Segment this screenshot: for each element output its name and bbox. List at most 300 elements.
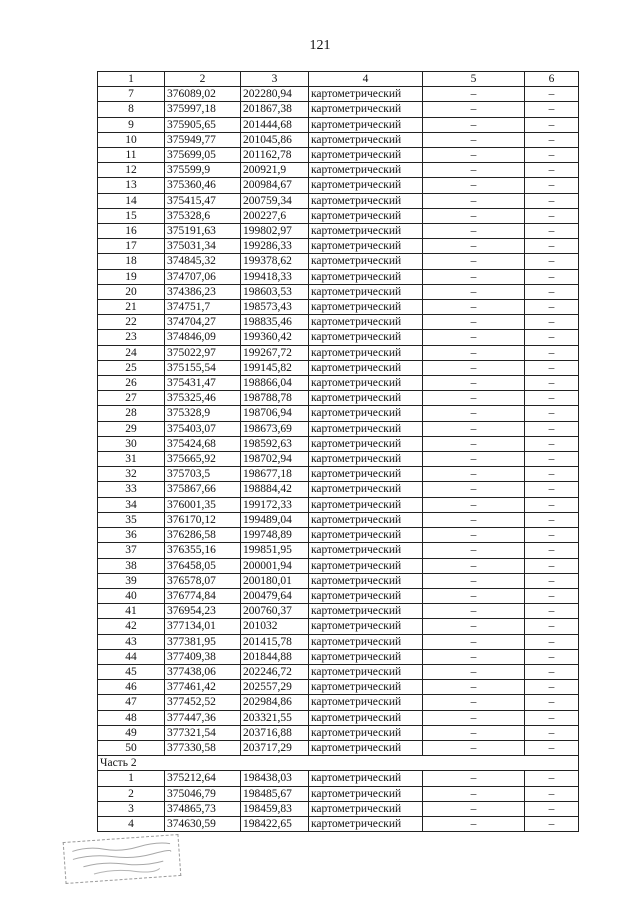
cell-col-5: – <box>423 193 525 208</box>
table-body-part-1 <box>98 87 579 756</box>
cell-method: картометрический <box>309 786 423 801</box>
cell-method: картометрический <box>309 543 423 558</box>
table-row <box>98 148 579 163</box>
cell-col-5: – <box>423 664 525 679</box>
cell-y-coordinate: 198485,67 <box>241 786 309 801</box>
cell-y-coordinate: 199418,33 <box>241 269 309 284</box>
cell-y-coordinate: 199748,89 <box>241 528 309 543</box>
cell-point-number: 11 <box>98 148 165 163</box>
cell-method: картометрический <box>309 740 423 755</box>
cell-method: картометрический <box>309 178 423 193</box>
cell-y-coordinate: 198592,63 <box>241 436 309 451</box>
cell-col-6: – <box>525 148 579 163</box>
cell-point-number: 45 <box>98 664 165 679</box>
cell-point-number: 38 <box>98 558 165 573</box>
cell-point-number: 7 <box>98 87 165 102</box>
cell-point-number: 50 <box>98 740 165 755</box>
cell-x-coordinate: 375328,6 <box>165 208 241 223</box>
cell-col-6: – <box>525 345 579 360</box>
cell-col-5: – <box>423 710 525 725</box>
cell-y-coordinate: 201415,78 <box>241 634 309 649</box>
cell-col-5: – <box>423 467 525 482</box>
header-col-3: 3 <box>241 72 309 87</box>
cell-point-number: 3 <box>98 801 165 816</box>
cell-method: картометрический <box>309 604 423 619</box>
cell-y-coordinate: 199286,33 <box>241 239 309 254</box>
cell-col-6: – <box>525 254 579 269</box>
cell-method: картометрический <box>309 224 423 239</box>
cell-point-number: 12 <box>98 163 165 178</box>
table-row <box>98 360 579 375</box>
cell-x-coordinate: 374386,23 <box>165 284 241 299</box>
cell-col-6: – <box>525 695 579 710</box>
cell-point-number: 15 <box>98 208 165 223</box>
cell-x-coordinate: 377330,58 <box>165 740 241 755</box>
cell-col-6: – <box>525 315 579 330</box>
table-row <box>98 300 579 315</box>
cell-y-coordinate: 198438,03 <box>241 771 309 786</box>
cell-col-6: – <box>525 376 579 391</box>
cell-x-coordinate: 376001,35 <box>165 497 241 512</box>
table-row <box>98 619 579 634</box>
cell-y-coordinate: 198603,53 <box>241 284 309 299</box>
table-row <box>98 725 579 740</box>
cell-y-coordinate: 199489,04 <box>241 512 309 527</box>
table-row <box>98 376 579 391</box>
cell-x-coordinate: 375703,5 <box>165 467 241 482</box>
cell-col-5: – <box>423 528 525 543</box>
cell-x-coordinate: 377447,36 <box>165 710 241 725</box>
table-row <box>98 528 579 543</box>
cell-col-5: – <box>423 482 525 497</box>
cell-point-number: 21 <box>98 300 165 315</box>
cell-y-coordinate: 198573,43 <box>241 300 309 315</box>
cell-col-5: – <box>423 786 525 801</box>
cell-col-5: – <box>423 87 525 102</box>
cell-y-coordinate: 198422,65 <box>241 816 309 831</box>
cell-point-number: 14 <box>98 193 165 208</box>
cell-method: картометрический <box>309 406 423 421</box>
header-col-4: 4 <box>309 72 423 87</box>
cell-method: картометрический <box>309 452 423 467</box>
cell-col-6: – <box>525 725 579 740</box>
cell-col-6: – <box>525 239 579 254</box>
cell-col-6: – <box>525 634 579 649</box>
cell-x-coordinate: 377321,54 <box>165 725 241 740</box>
cell-method: картометрический <box>309 497 423 512</box>
cell-x-coordinate: 376355,16 <box>165 543 241 558</box>
cell-method: картометрический <box>309 148 423 163</box>
cell-col-6: – <box>525 391 579 406</box>
cell-col-6: – <box>525 330 579 345</box>
cell-col-5: – <box>423 801 525 816</box>
cell-x-coordinate: 376578,07 <box>165 573 241 588</box>
cell-col-5: – <box>423 452 525 467</box>
cell-x-coordinate: 376170,12 <box>165 512 241 527</box>
cell-method: картометрический <box>309 436 423 451</box>
cell-point-number: 23 <box>98 330 165 345</box>
cell-x-coordinate: 375905,65 <box>165 117 241 132</box>
cell-y-coordinate: 198866,04 <box>241 376 309 391</box>
cell-method: картометрический <box>309 193 423 208</box>
cell-x-coordinate: 375949,77 <box>165 132 241 147</box>
header-col-6: 6 <box>525 72 579 87</box>
cell-method: картометрический <box>309 467 423 482</box>
cell-col-5: – <box>423 543 525 558</box>
coordinates-table <box>97 71 579 832</box>
cell-x-coordinate: 377438,06 <box>165 664 241 679</box>
cell-col-5: – <box>423 740 525 755</box>
cell-x-coordinate: 375415,47 <box>165 193 241 208</box>
cell-point-number: 37 <box>98 543 165 558</box>
table-row <box>98 254 579 269</box>
cell-method: картометрический <box>309 680 423 695</box>
cell-point-number: 46 <box>98 680 165 695</box>
cell-y-coordinate: 199851,95 <box>241 543 309 558</box>
cell-col-5: – <box>423 102 525 117</box>
cell-col-5: – <box>423 330 525 345</box>
cell-y-coordinate: 199360,42 <box>241 330 309 345</box>
cell-x-coordinate: 374846,09 <box>165 330 241 345</box>
cell-col-5: – <box>423 269 525 284</box>
cell-col-5: – <box>423 224 525 239</box>
table-row <box>98 573 579 588</box>
cell-col-6: – <box>525 132 579 147</box>
cell-col-6: – <box>525 771 579 786</box>
stamp-scribble-icon <box>68 838 176 879</box>
table-row <box>98 771 579 786</box>
cell-y-coordinate: 198677,18 <box>241 467 309 482</box>
table-row <box>98 558 579 573</box>
cell-method: картометрический <box>309 102 423 117</box>
cell-col-6: – <box>525 619 579 634</box>
cell-y-coordinate: 200984,67 <box>241 178 309 193</box>
cell-y-coordinate: 200227,6 <box>241 208 309 223</box>
cell-col-6: – <box>525 421 579 436</box>
cell-x-coordinate: 375997,18 <box>165 102 241 117</box>
cell-col-6: – <box>525 512 579 527</box>
cell-y-coordinate: 198706,94 <box>241 406 309 421</box>
cell-col-6: – <box>525 680 579 695</box>
table-row <box>98 512 579 527</box>
cell-x-coordinate: 375867,66 <box>165 482 241 497</box>
cell-col-5: – <box>423 558 525 573</box>
cell-method: картометрический <box>309 649 423 664</box>
cell-col-6: – <box>525 558 579 573</box>
cell-method: картометрический <box>309 634 423 649</box>
table-row <box>98 680 579 695</box>
cell-col-5: – <box>423 725 525 740</box>
table-row <box>98 786 579 801</box>
cell-col-6: – <box>525 163 579 178</box>
cell-x-coordinate: 375155,54 <box>165 360 241 375</box>
cell-col-5: – <box>423 391 525 406</box>
cell-method: картометрический <box>309 315 423 330</box>
cell-col-6: – <box>525 497 579 512</box>
header-col-2: 2 <box>165 72 241 87</box>
cell-point-number: 42 <box>98 619 165 634</box>
cell-y-coordinate: 198884,42 <box>241 482 309 497</box>
cell-y-coordinate: 199267,72 <box>241 345 309 360</box>
cell-col-6: – <box>525 664 579 679</box>
cell-point-number: 43 <box>98 634 165 649</box>
cell-col-6: – <box>525 467 579 482</box>
cell-x-coordinate: 375599,9 <box>165 163 241 178</box>
cell-y-coordinate: 199145,82 <box>241 360 309 375</box>
certification-stamp <box>63 834 182 884</box>
table-body-part-label <box>98 756 579 771</box>
cell-y-coordinate: 201844,88 <box>241 649 309 664</box>
cell-method: картометрический <box>309 558 423 573</box>
cell-point-number: 19 <box>98 269 165 284</box>
cell-col-6: – <box>525 360 579 375</box>
cell-col-6: – <box>525 102 579 117</box>
cell-y-coordinate: 201032 <box>241 619 309 634</box>
table-row <box>98 87 579 102</box>
cell-col-6: – <box>525 284 579 299</box>
cell-method: картометрический <box>309 588 423 603</box>
cell-col-5: – <box>423 315 525 330</box>
table-row <box>98 284 579 299</box>
cell-x-coordinate: 375031,34 <box>165 239 241 254</box>
cell-x-coordinate: 377452,52 <box>165 695 241 710</box>
cell-method: картометрический <box>309 801 423 816</box>
table-body-part-2 <box>98 771 579 832</box>
table-row <box>98 452 579 467</box>
cell-point-number: 8 <box>98 102 165 117</box>
cell-point-number: 44 <box>98 649 165 664</box>
cell-y-coordinate: 203716,88 <box>241 725 309 740</box>
cell-col-5: – <box>423 573 525 588</box>
table-row <box>98 406 579 421</box>
cell-method: картометрический <box>309 117 423 132</box>
cell-col-6: – <box>525 224 579 239</box>
cell-y-coordinate: 202557,29 <box>241 680 309 695</box>
cell-y-coordinate: 201045,86 <box>241 132 309 147</box>
cell-y-coordinate: 203321,55 <box>241 710 309 725</box>
table-row <box>98 117 579 132</box>
cell-y-coordinate: 199378,62 <box>241 254 309 269</box>
table-header-row <box>98 72 579 87</box>
table-row <box>98 634 579 649</box>
cell-col-5: – <box>423 649 525 664</box>
cell-method: картометрический <box>309 421 423 436</box>
cell-x-coordinate: 375022,97 <box>165 345 241 360</box>
cell-col-6: – <box>525 269 579 284</box>
table-row <box>98 163 579 178</box>
cell-method: картометрический <box>309 208 423 223</box>
cell-point-number: 30 <box>98 436 165 451</box>
cell-point-number: 33 <box>98 482 165 497</box>
cell-x-coordinate: 374630,59 <box>165 816 241 831</box>
cell-method: картометрический <box>309 360 423 375</box>
table-row <box>98 391 579 406</box>
cell-method: картометрический <box>309 330 423 345</box>
cell-y-coordinate: 200921,9 <box>241 163 309 178</box>
cell-method: картометрический <box>309 391 423 406</box>
cell-col-6: – <box>525 300 579 315</box>
cell-x-coordinate: 375046,79 <box>165 786 241 801</box>
table-row <box>98 649 579 664</box>
cell-col-5: – <box>423 497 525 512</box>
cell-col-6: – <box>525 588 579 603</box>
table-row <box>98 330 579 345</box>
cell-method: картометрический <box>309 254 423 269</box>
cell-col-5: – <box>423 178 525 193</box>
cell-col-5: – <box>423 588 525 603</box>
cell-col-6: – <box>525 649 579 664</box>
cell-point-number: 25 <box>98 360 165 375</box>
cell-col-6: – <box>525 406 579 421</box>
cell-col-5: – <box>423 634 525 649</box>
cell-x-coordinate: 374865,73 <box>165 801 241 816</box>
cell-y-coordinate: 198788,78 <box>241 391 309 406</box>
cell-y-coordinate: 199802,97 <box>241 224 309 239</box>
cell-point-number: 39 <box>98 573 165 588</box>
cell-method: картометрический <box>309 284 423 299</box>
cell-x-coordinate: 375699,05 <box>165 148 241 163</box>
cell-x-coordinate: 375403,07 <box>165 421 241 436</box>
cell-method: картометрический <box>309 132 423 147</box>
cell-point-number: 41 <box>98 604 165 619</box>
cell-col-5: – <box>423 771 525 786</box>
cell-col-6: – <box>525 436 579 451</box>
table-row <box>98 664 579 679</box>
table-row <box>98 467 579 482</box>
cell-point-number: 10 <box>98 132 165 147</box>
table-row <box>98 421 579 436</box>
cell-col-5: – <box>423 208 525 223</box>
cell-x-coordinate: 377461,42 <box>165 680 241 695</box>
cell-col-6: – <box>525 573 579 588</box>
cell-y-coordinate: 199172,33 <box>241 497 309 512</box>
cell-point-number: 2 <box>98 786 165 801</box>
cell-method: картометрический <box>309 528 423 543</box>
cell-x-coordinate: 375212,64 <box>165 771 241 786</box>
cell-col-5: – <box>423 436 525 451</box>
cell-col-5: – <box>423 695 525 710</box>
cell-col-5: – <box>423 163 525 178</box>
cell-method: картометрический <box>309 269 423 284</box>
cell-method: картометрический <box>309 239 423 254</box>
table-row <box>98 816 579 831</box>
cell-col-5: – <box>423 512 525 527</box>
cell-x-coordinate: 377134,01 <box>165 619 241 634</box>
cell-method: картометрический <box>309 87 423 102</box>
cell-x-coordinate: 375431,47 <box>165 376 241 391</box>
table-row <box>98 178 579 193</box>
cell-col-6: – <box>525 816 579 831</box>
part-label-row <box>98 756 579 771</box>
table-row <box>98 543 579 558</box>
table-row <box>98 801 579 816</box>
cell-x-coordinate: 374845,32 <box>165 254 241 269</box>
table-row <box>98 193 579 208</box>
table-row <box>98 436 579 451</box>
cell-y-coordinate: 201162,78 <box>241 148 309 163</box>
cell-method: картометрический <box>309 163 423 178</box>
table-row <box>98 269 579 284</box>
table-row <box>98 132 579 147</box>
table-row <box>98 482 579 497</box>
cell-y-coordinate: 198673,69 <box>241 421 309 436</box>
cell-col-5: – <box>423 604 525 619</box>
cell-point-number: 17 <box>98 239 165 254</box>
cell-col-5: – <box>423 376 525 391</box>
cell-y-coordinate: 200180,01 <box>241 573 309 588</box>
table-row <box>98 588 579 603</box>
cell-point-number: 27 <box>98 391 165 406</box>
table-row <box>98 345 579 360</box>
cell-point-number: 32 <box>98 467 165 482</box>
cell-x-coordinate: 374704,27 <box>165 315 241 330</box>
cell-col-6: – <box>525 117 579 132</box>
cell-y-coordinate: 202246,72 <box>241 664 309 679</box>
cell-point-number: 20 <box>98 284 165 299</box>
cell-method: картометрический <box>309 619 423 634</box>
cell-point-number: 47 <box>98 695 165 710</box>
table-row <box>98 315 579 330</box>
cell-x-coordinate: 374707,06 <box>165 269 241 284</box>
cell-col-6: – <box>525 543 579 558</box>
cell-point-number: 40 <box>98 588 165 603</box>
cell-col-5: – <box>423 680 525 695</box>
table-row <box>98 497 579 512</box>
cell-x-coordinate: 375360,46 <box>165 178 241 193</box>
cell-point-number: 36 <box>98 528 165 543</box>
cell-col-5: – <box>423 619 525 634</box>
cell-y-coordinate: 200479,64 <box>241 588 309 603</box>
cell-point-number: 1 <box>98 771 165 786</box>
table-row <box>98 102 579 117</box>
cell-col-6: – <box>525 452 579 467</box>
cell-point-number: 4 <box>98 816 165 831</box>
header-col-1: 1 <box>98 72 165 87</box>
cell-col-6: – <box>525 786 579 801</box>
cell-y-coordinate: 198835,46 <box>241 315 309 330</box>
cell-col-5: – <box>423 300 525 315</box>
cell-y-coordinate: 202984,86 <box>241 695 309 710</box>
cell-point-number: 48 <box>98 710 165 725</box>
cell-y-coordinate: 200760,37 <box>241 604 309 619</box>
cell-x-coordinate: 377381,95 <box>165 634 241 649</box>
cell-col-6: – <box>525 604 579 619</box>
cell-method: картометрический <box>309 725 423 740</box>
cell-col-6: – <box>525 178 579 193</box>
cell-point-number: 13 <box>98 178 165 193</box>
cell-y-coordinate: 203717,29 <box>241 740 309 755</box>
cell-col-6: – <box>525 528 579 543</box>
cell-col-5: – <box>423 345 525 360</box>
cell-point-number: 31 <box>98 452 165 467</box>
table-row <box>98 224 579 239</box>
cell-col-6: – <box>525 193 579 208</box>
cell-y-coordinate: 200759,34 <box>241 193 309 208</box>
cell-method: картометрический <box>309 816 423 831</box>
cell-col-6: – <box>525 710 579 725</box>
table-row <box>98 740 579 755</box>
cell-col-5: – <box>423 284 525 299</box>
cell-col-6: – <box>525 740 579 755</box>
cell-col-6: – <box>525 801 579 816</box>
cell-point-number: 49 <box>98 725 165 740</box>
cell-col-6: – <box>525 87 579 102</box>
cell-method: картометрический <box>309 512 423 527</box>
part-label: Часть 2 <box>98 756 579 771</box>
cell-method: картометрический <box>309 300 423 315</box>
cell-point-number: 26 <box>98 376 165 391</box>
cell-point-number: 16 <box>98 224 165 239</box>
